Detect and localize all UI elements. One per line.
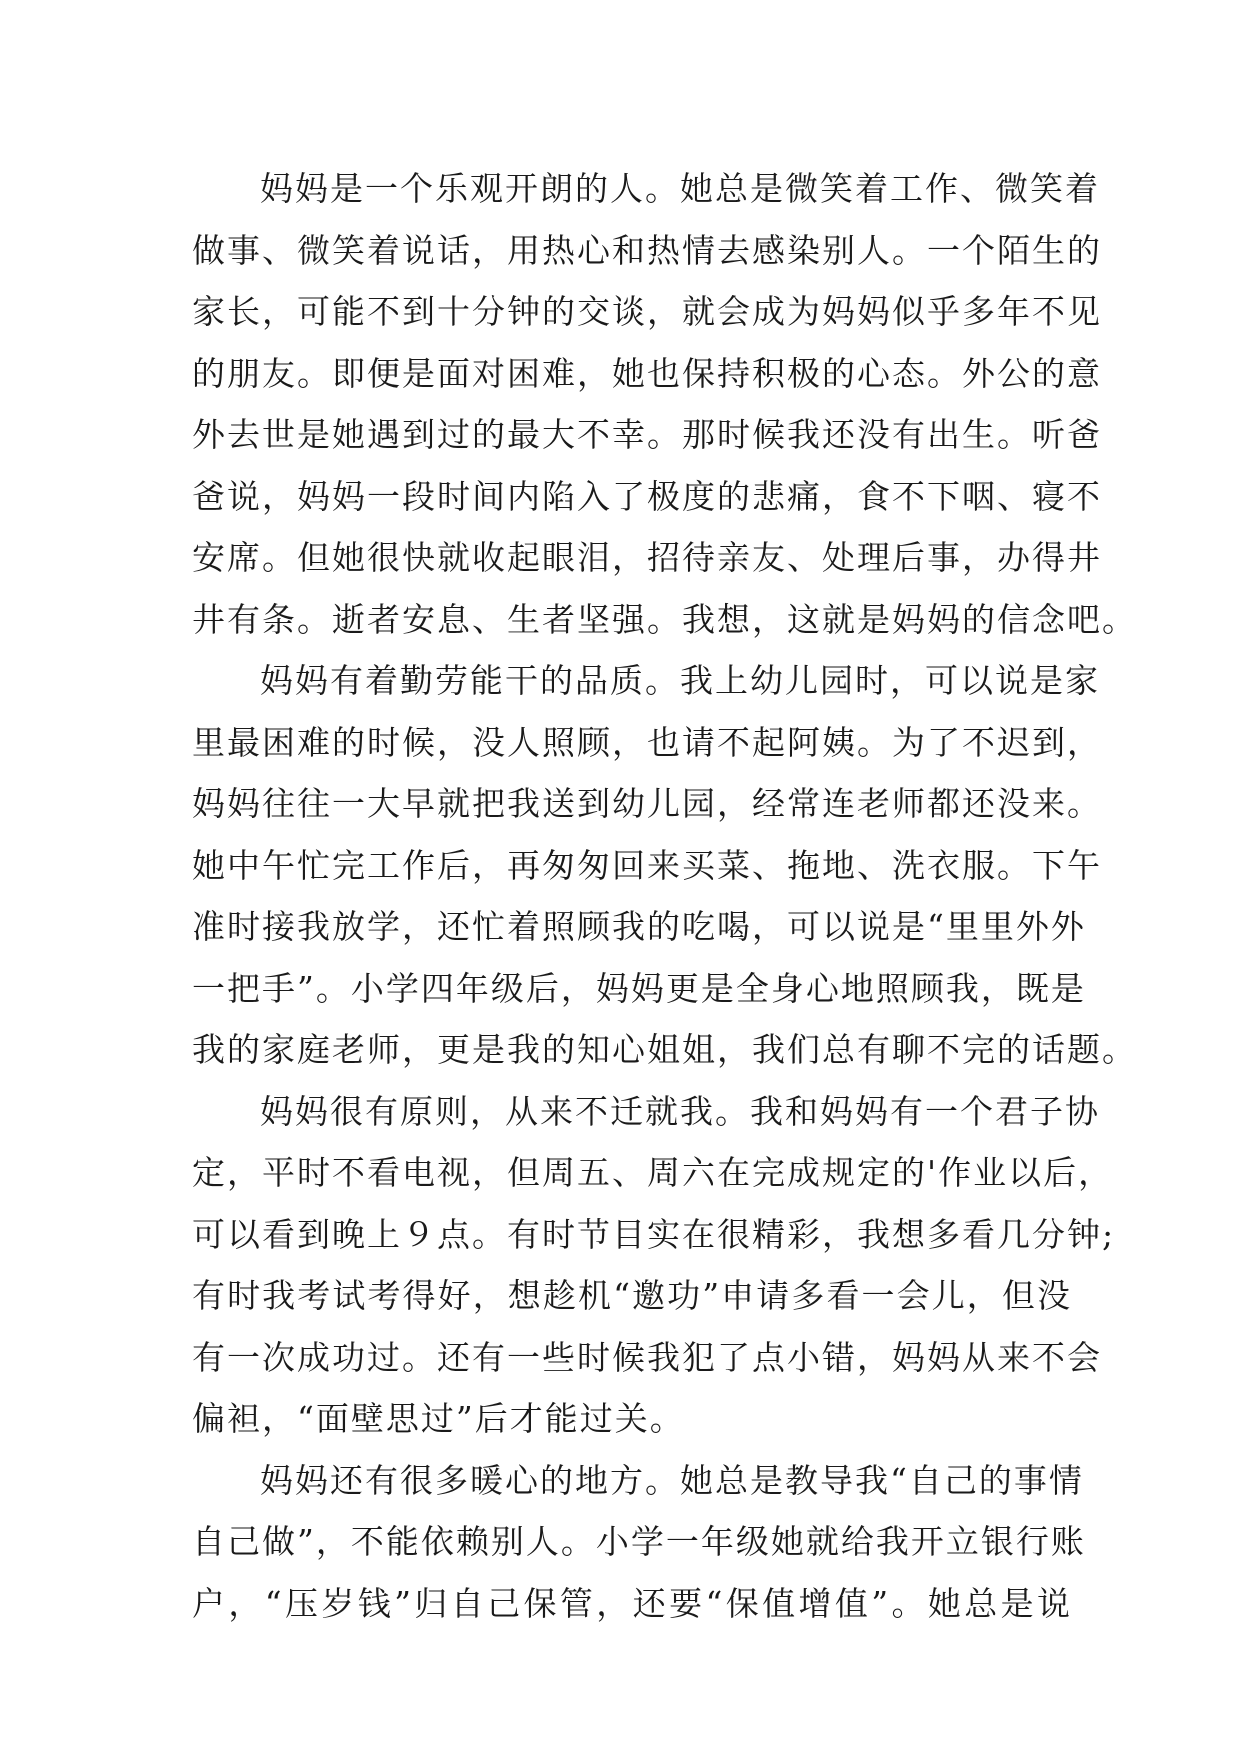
body-text xyxy=(192,158,1137,1634)
text-line: 爸说，妈妈一段时间内陷入了极度的悲痛，食不下咽、寝不 xyxy=(192,476,1102,516)
text-line: 我的家庭老师，更是我的知心姐姐，我们总有聊不完的话题。 xyxy=(192,1030,1137,1069)
text-line: 一把手”。小学四年级后，妈妈更是全身心地照顾我，既是 xyxy=(192,968,1086,1008)
text-line: 做事、微笑着说话，用热心和热情去感染别人。一个陌生的 xyxy=(192,230,1102,270)
text-line: 妈妈有着勤劳能干的品质。我上幼儿园时，可以说是家 xyxy=(260,661,1100,700)
text-line: 妈妈往往一大早就把我送到幼儿园，经常连老师都还没来。 xyxy=(192,784,1102,823)
text-line: 准时接我放学，还忙着照顾我的吃喝，可以说是“里里外外 xyxy=(192,907,1086,946)
text-line: 妈妈还有很多暖心的地方。她总是教导我“自己的事情 xyxy=(260,1460,1084,1500)
text-line: 有时我考试考得好，想趁机“邀功”申请多看一会儿，但没 xyxy=(192,1276,1072,1315)
text-line: 安席。但她很快就收起眼泪，招待亲友、处理后事，办得井 xyxy=(192,538,1102,577)
text-line: 妈妈很有原则，从来不迁就我。我和妈妈有一个君子协 xyxy=(260,1091,1100,1131)
text-line: 她中午忙完工作后，再匆匆回来买菜、拖地、洗衣服。下午 xyxy=(192,845,1102,885)
text-line: 定，平时不看电视，但周五、周六在完成规定的'作业以后， xyxy=(192,1153,1114,1192)
text-line: 妈妈是一个乐观开朗的人。她总是微笑着工作、微笑着 xyxy=(260,169,1100,208)
text-line: 里最困难的时候，没人照顾，也请不起阿姨。为了不迟到， xyxy=(192,722,1102,762)
text-line: 外去世是她遇到过的最大不幸。那时候我还没有出生。听爸 xyxy=(192,415,1102,454)
text-line: 有一次成功过。还有一些时候我犯了点小错，妈妈从来不会 xyxy=(192,1337,1102,1377)
text-line: 户，“压岁钱”归自己保管，还要“保值增值”。她总是说 xyxy=(192,1583,1072,1623)
text-line: 可以看到晚上９点。有时节目实在很精彩，我想多看几分钟; xyxy=(192,1214,1116,1254)
text-line: 偏袒，“面壁思过”后才能过关。 xyxy=(192,1399,685,1438)
text-line: 家长，可能不到十分钟的交谈，就会成为妈妈似乎多年不见 xyxy=(192,292,1102,331)
text-line: 井有条。逝者安息、生者坚强。我想，这就是妈妈的信念吧。 xyxy=(192,599,1137,639)
text-line: 自己做”，不能依赖别人。小学一年级她就给我开立银行账 xyxy=(192,1522,1086,1561)
text-line: 的朋友。即便是面对困难，她也保持积极的心态。外公的意 xyxy=(192,353,1102,393)
